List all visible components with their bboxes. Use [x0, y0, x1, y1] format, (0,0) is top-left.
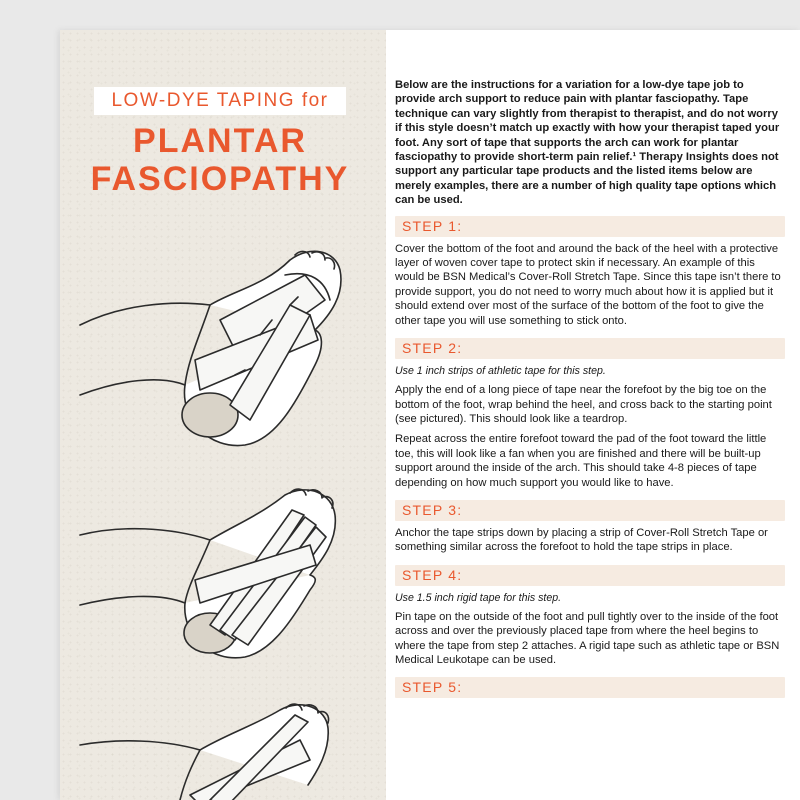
- instructions-column: [395, 78, 785, 703]
- step-4-note: Use 1.5 inch rigid tape for this step.: [395, 591, 562, 604]
- title-line-2: FASCIOPATHY: [90, 160, 350, 198]
- step-3-text: Anchor the tape strips down by placing a strip of Cover-Roll Stretch Tape or something similar across the forefoot to hold the tape strips in place.: [395, 526, 768, 554]
- taped-foot-step2-icon: [60, 485, 386, 685]
- handout-page: [60, 30, 800, 800]
- taped-foot-step1-icon: [60, 245, 386, 480]
- step-1-heading: STEP 1:: [395, 216, 785, 237]
- step-2-note: Use 1 inch strips of athletic tape for this step.: [395, 365, 606, 378]
- step-4-heading: STEP 4:: [395, 565, 785, 586]
- step-3-heading: STEP 3:: [395, 500, 785, 521]
- page-subtitle: LOW-DYE TAPING for: [94, 87, 346, 115]
- taped-foot-step4-icon: [60, 700, 386, 800]
- step-5-heading: STEP 5:: [395, 677, 785, 698]
- illustration-panel: [60, 30, 386, 800]
- step-2-text-1: Apply the end of a long piece of tape near the forefoot by the big toe on the bottom of the foot, wrap behind the heel, and cross back to the starting point (see pictured). This should look like a teardrop.: [395, 384, 772, 425]
- step-2-text-2: Repeat across the entire forefoot toward the pad of the foot toward the little toe, this will look like a fan when you are finished and there will be built-up support around the inside of the arch. This should take 4-8 pieces of tape depending on how much support you would like to have.: [395, 433, 767, 489]
- step-2-heading: STEP 2:: [395, 338, 785, 359]
- page-title: [70, 122, 370, 198]
- step-1-text: Cover the bottom of the foot and around the back of the heel with a protective layer of woven cover tape to protect skin if necessary. An example of this would be BSN Medical’s Cover-Roll Stretch Tape. Since this tape isn’t there to provide support, you do not need to worry much about how it is applied but it should extend over most of the surface of the bottom of the foot to give the other tape you will use something to stick onto.: [395, 242, 781, 327]
- title-line-1: PLANTAR: [133, 122, 307, 160]
- intro-paragraph: Below are the instructions for a variation for a low-dye tape job to provide arch support to reduce pain with plantar fasciopathy. Tape technique can vary slightly from therapist to therapist, and do not worry if this style doesn’t match up exactly with how your therapist taped your foot. Any sort of tape that supports the arch can work for plantar fasciopathy to provide short-term pain relief.¹ Therapy Insights does not support any particular tape products and the listed items below are merely examples, there are a number of high quality tape options which can be used.: [395, 79, 780, 207]
- step-4-text: Pin tape on the outside of the foot and pull tightly over to the inside of the foot across and over the previously placed tape from where the heel begins to where the tape from step 2 attaches. A rigid tape such as athletic tape or BSN Medical Leukotape can be used.: [395, 610, 780, 666]
